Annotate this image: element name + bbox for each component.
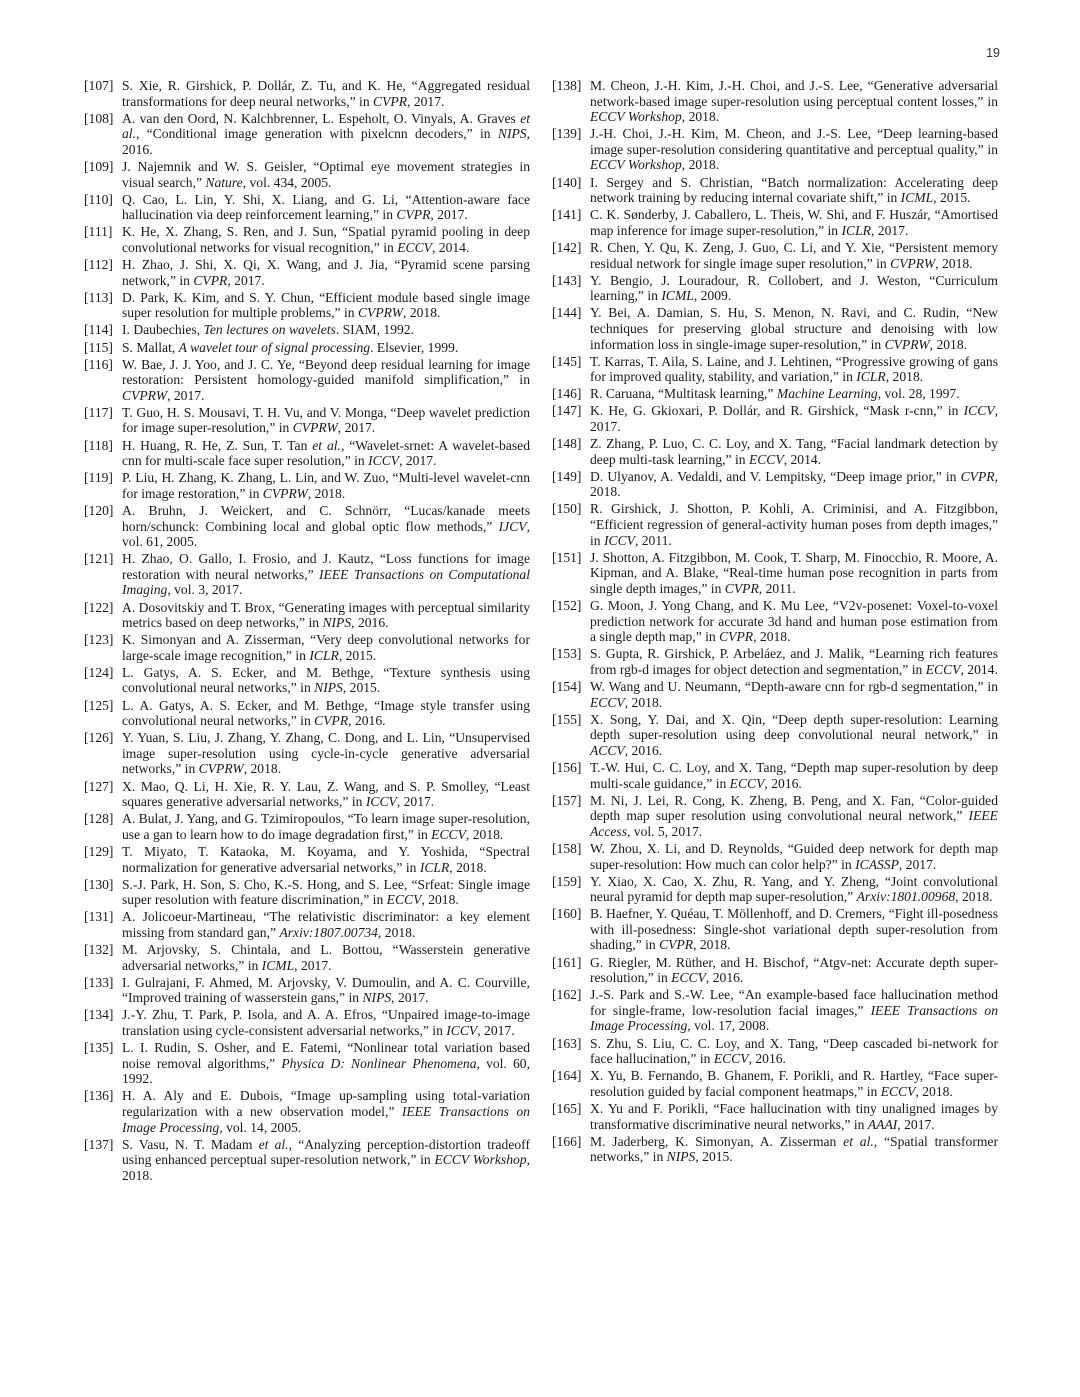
- reference-entry: [552, 906, 998, 953]
- reference-text: W. Wang and U. Neumann, “Depth-aware cnn for rgb-d segmentation,” in ECCV, 2018.: [590, 678, 998, 710]
- reference-text: H. Huang, R. He, Z. Sun, T. Tan et al., “Wavelet-srnet: A wavelet-based cnn for multi-scale face super resolution,” in ICCV, 2017.: [122, 437, 530, 469]
- reference-number: [153]: [552, 646, 582, 662]
- reference-text: L. I. Rudin, S. Osher, and E. Fatemi, “Nonlinear total variation based noise removal algorithms,” Physica D: Nonlinear Phenomena, vol. 60, 1992.: [122, 1040, 530, 1087]
- reference-text: W. Bae, J. J. Yoo, and J. C. Ye, “Beyond deep residual learning for image restoration: Persistent homology-guided manifold simplification,” in CVPRW, 2017.: [122, 356, 530, 403]
- reference-number: [134]: [84, 1007, 114, 1023]
- reference-entry: [84, 290, 530, 321]
- reference-entry: [84, 975, 530, 1006]
- reference-text: A. Bulat, J. Yang, and G. Tzimiropoulos, “To learn image super-resolution, use a gan to learn how to do image degradation first,” in ECCV, 2018.: [122, 811, 530, 842]
- reference-entry: [552, 240, 998, 271]
- reference-number: [123]: [84, 632, 114, 648]
- reference-text: I. Sergey and S. Christian, “Batch normalization: Accelerating deep network training by reducing internal covariate shift,” in ICML, 2015.: [590, 174, 998, 206]
- reference-entry: [84, 909, 530, 940]
- reference-entry: [552, 305, 998, 352]
- reference-entry: [84, 942, 530, 973]
- reference-text: A. Jolicoeur-Martineau, “The relativistic discriminator: a key element missing from standard gan,” Arxiv:1807.00734, 2018.: [122, 909, 530, 940]
- reference-entry: [84, 1007, 530, 1038]
- reference-number: [157]: [552, 792, 582, 808]
- reference-number: [151]: [552, 549, 582, 565]
- reference-number: [133]: [84, 974, 114, 990]
- reference-entry: [84, 811, 530, 842]
- reference-entry: [84, 730, 530, 777]
- reference-text: A. Dosovitskiy and T. Brox, “Generating images with perceptual similarity metrics based on deep networks,” in NIPS, 2016.: [122, 599, 530, 631]
- reference-text: J. Shotton, A. Fitzgibbon, M. Cook, T. Sharp, M. Finocchio, R. Moore, A. Kipman, and A. Blake, “Real-time human pose recognition in parts from single depth images,” in CVPR, 2011.: [590, 549, 998, 596]
- reference-number: [127]: [84, 778, 114, 794]
- reference-entry: [84, 224, 530, 255]
- reference-number: [165]: [552, 1100, 582, 1116]
- reference-entry: [84, 551, 530, 598]
- reference-entry: [552, 712, 998, 759]
- reference-entry: [552, 469, 998, 500]
- reference-entry: [552, 126, 998, 173]
- reference-text: J. Najemnik and W. S. Geisler, “Optimal eye movement strategies in visual search,” Nature, vol. 434, 2005.: [122, 158, 530, 190]
- reference-number: [163]: [552, 1035, 582, 1051]
- reference-text: A. Bruhn, J. Weickert, and C. Schnörr, “Lucas/kanade meets horn/schunck: Combining local and global optic flow methods,” IJCV, vol. 61, 2005.: [122, 502, 530, 550]
- reference-text: L. Gatys, A. S. Ecker, and M. Bethge, “Texture synthesis using convolutional neural networks,” in NIPS, 2015.: [122, 664, 530, 696]
- reference-number: [144]: [552, 305, 582, 321]
- reference-number: [109]: [84, 158, 114, 174]
- reference-number: [108]: [84, 110, 114, 126]
- reference-text: X. Yu, B. Fernando, B. Ghanem, F. Porikli, and R. Hartley, “Face super-resolution guided by facial component heatmaps,” in ECCV, 2018.: [590, 1068, 998, 1099]
- reference-text: Y. Bei, A. Damian, S. Hu, S. Menon, N. Ravi, and C. Rudin, “New techniques for preserving global structure and denoising with low information loss in single-image super-resolution,” in CVPRW, 2018.: [590, 305, 998, 352]
- reference-number: [124]: [84, 664, 114, 680]
- reference-text: K. He, G. Gkioxari, P. Dollár, and R. Girshick, “Mask r-cnn,” in ICCV, 2017.: [590, 403, 998, 434]
- reference-text: M. Cheon, J.-H. Kim, J.-H. Choi, and J.-S. Lee, “Generative adversarial network-based image super-resolution using perceptual content losses,” in ECCV Workshop, 2018.: [590, 78, 998, 125]
- reference-number: [114]: [84, 322, 113, 338]
- reference-number: [129]: [84, 843, 114, 859]
- reference-text: S. Gupta, R. Girshick, P. Arbeláez, and J. Malik, “Learning rich features from rgb-d images for object detection and segmentation,” in ECCV, 2014.: [590, 646, 998, 677]
- reference-number: [155]: [552, 711, 582, 727]
- reference-text: R. Caruana, “Multitask learning,” Machine Learning, vol. 28, 1997.: [590, 386, 960, 402]
- reference-text: A. van den Oord, N. Kalchbrenner, L. Espeholt, O. Vinyals, A. Graves et al., “Conditional image generation with pixelcnn decoders,” in NIPS, 2016.: [122, 110, 530, 157]
- reference-number: [119]: [84, 470, 113, 486]
- reference-entry: [552, 501, 998, 548]
- reference-text: T. Karras, T. Aila, S. Laine, and J. Lehtinen, “Progressive growing of gans for improved quality, stability, and variation,” in ICLR, 2018.: [590, 353, 998, 385]
- reference-number: [147]: [552, 403, 582, 419]
- reference-text: X. Song, Y. Dai, and X. Qin, “Deep depth super-resolution: Learning depth super-resolution using deep convolutional neural network,” in ACCV, 2016.: [590, 711, 998, 758]
- reference-text: P. Liu, H. Zhang, K. Zhang, L. Lin, and W. Zuo, “Multi-level wavelet-cnn for image restoration,” in CVPRW, 2018.: [122, 470, 530, 501]
- reference-text: G. Riegler, M. Rüther, and H. Bischof, “Atgv-net: Accurate depth super-resolution,” in ECCV, 2016.: [590, 954, 998, 986]
- reference-number: [115]: [84, 339, 113, 355]
- reference-entry: [84, 357, 530, 404]
- reference-text: J.-Y. Zhu, T. Park, P. Isola, and A. A. Efros, “Unpaired image-to-image translation using cycle-consistent adversarial networks,” in ICCV, 2017.: [122, 1007, 530, 1038]
- reference-entry: [84, 405, 530, 436]
- references-column-left: [84, 78, 530, 1185]
- reference-text: R. Chen, Y. Qu, K. Zeng, J. Guo, C. Li, and Y. Xie, “Persistent memory residual network for single image super resolution,” in CVPRW, 2018.: [590, 239, 998, 271]
- reference-number: [152]: [552, 598, 582, 613]
- reference-entry: [552, 955, 998, 986]
- reference-entry: [84, 340, 530, 356]
- reference-text: X. Mao, Q. Li, H. Xie, R. Y. Lau, Z. Wang, and S. P. Smolley, “Least squares generative adversarial networks,” in ICCV, 2017.: [122, 778, 530, 810]
- reference-number: [158]: [552, 840, 582, 856]
- reference-number: [140]: [552, 174, 582, 190]
- reference-entry: [552, 1134, 998, 1165]
- reference-number: [146]: [552, 386, 582, 402]
- reference-text: T. Miyato, T. Kataoka, M. Koyama, and Y. Yoshida, “Spectral normalization for generative adversarial networks,” in ICLR, 2018.: [122, 843, 530, 875]
- reference-entry: [552, 273, 998, 304]
- reference-entry: [552, 175, 998, 206]
- reference-number: [121]: [84, 551, 114, 567]
- reference-entry: [552, 436, 998, 467]
- reference-number: [131]: [84, 909, 114, 925]
- reference-entry: [552, 207, 998, 238]
- reference-entry: [84, 78, 530, 109]
- reference-text: K. He, X. Zhang, S. Ren, and J. Sun, “Spatial pyramid pooling in deep convolutional networks for visual recognition,” in ECCV, 2014.: [122, 224, 530, 255]
- reference-text: T. Guo, H. S. Mousavi, T. H. Vu, and V. Monga, “Deep wavelet prediction for image super-resolution,” in CVPRW, 2017.: [122, 404, 530, 436]
- reference-text: S. Mallat, A wavelet tour of signal processing. Elsevier, 1999.: [122, 339, 459, 355]
- reference-text: W. Zhou, X. Li, and D. Reynolds, “Guided deep network for depth map super-resolution: How much can color help?” in ICASSP, 2017.: [590, 840, 998, 872]
- reference-text: K. Simonyan and A. Zisserman, “Very deep convolutional networks for large-scale image recognition,” in ICLR, 2015.: [122, 632, 530, 663]
- reference-number: [162]: [552, 987, 582, 1003]
- reference-text: T.-W. Hui, C. C. Loy, and X. Tang, “Depth map super-resolution by deep multi-scale guidance,” in ECCV, 2016.: [590, 759, 998, 791]
- reference-number: [150]: [552, 501, 582, 517]
- reference-entry: [84, 322, 530, 338]
- reference-number: [160]: [552, 906, 582, 922]
- reference-text: I. Gulrajani, F. Ahmed, M. Arjovsky, V. Dumoulin, and A. C. Courville, “Improved training of wasserstein gans,” in NIPS, 2017.: [122, 974, 530, 1006]
- reference-text: S. Xie, R. Girshick, P. Dollár, Z. Tu, and K. He, “Aggregated residual transformations for deep neural networks,” in CVPR, 2017.: [122, 78, 530, 109]
- reference-text: M. Ni, J. Lei, R. Cong, K. Zheng, B. Peng, and X. Fan, “Color-guided depth map super resolution using convolutional neural network,” IEEE Access, vol. 5, 2017.: [590, 792, 998, 839]
- reference-text: J.-H. Choi, J.-H. Kim, M. Cheon, and J.-S. Lee, “Deep learning-based image super-resolution considering quantitative and perceptual quality,” in ECCV Workshop, 2018.: [590, 126, 998, 173]
- reference-entry: [84, 470, 530, 501]
- reference-entry: [552, 78, 998, 125]
- reference-text: Z. Zhang, P. Luo, C. C. Loy, and X. Tang, “Facial landmark detection by deep multi-task learning,” in ECCV, 2014.: [590, 436, 998, 467]
- reference-number: [135]: [84, 1040, 114, 1056]
- reference-number: [164]: [552, 1068, 582, 1084]
- reference-text: H. Zhao, O. Gallo, I. Frosio, and J. Kautz, “Loss functions for image restoration with neural networks,” IEEE Transactions on Computational Imaging, vol. 3, 2017.: [122, 551, 530, 598]
- reference-entry: [552, 874, 998, 905]
- reference-text: Y. Bengio, J. Louradour, R. Collobert, and J. Weston, “Curriculum learning,” in ICML, 2009.: [590, 272, 998, 304]
- reference-number: [141]: [552, 207, 582, 223]
- reference-number: [159]: [552, 873, 582, 889]
- reference-entry: [84, 438, 530, 469]
- reference-text: D. Park, K. Kim, and S. Y. Chun, “Efficient module based single image super resolution for multiple problems,” in CVPRW, 2018.: [122, 289, 530, 321]
- reference-entry: [84, 1088, 530, 1135]
- reference-text: Y. Yuan, S. Liu, J. Zhang, Y. Zhang, C. Dong, and L. Lin, “Unsupervised image super-resolution using cycle-in-cycle generative adversarial networks,” in CVPRW, 2018.: [122, 730, 530, 777]
- reference-number: [130]: [84, 876, 114, 892]
- reference-entry: [552, 646, 998, 677]
- reference-number: [110]: [84, 191, 113, 207]
- reference-number: [126]: [84, 730, 114, 746]
- reference-number: [137]: [84, 1136, 114, 1152]
- reference-number: [132]: [84, 941, 114, 957]
- reference-entry: [552, 354, 998, 385]
- reference-number: [113]: [84, 289, 113, 305]
- reference-text: M. Arjovsky, S. Chintala, and L. Bottou, “Wasserstein generative adversarial networks,” in ICML, 2017.: [122, 941, 530, 973]
- reference-number: [107]: [84, 78, 114, 93]
- reference-number: [112]: [84, 257, 113, 273]
- reference-number: [154]: [552, 678, 582, 694]
- reference-entry: [84, 257, 530, 288]
- reference-number: [111]: [84, 224, 113, 240]
- reference-text: S. Vasu, N. T. Madam et al., “Analyzing perception-distortion tradeoff using enhanced perceptual super-resolution network,” in ECCV Workshop, 2018.: [122, 1136, 530, 1183]
- reference-text: S.-J. Park, H. Son, S. Cho, K.-S. Hong, and S. Lee, “Srfeat: Single image super resolution with feature discrimination,” in ECCV, 2018.: [122, 876, 530, 908]
- page-number: 19: [986, 46, 1000, 60]
- reference-number: [156]: [552, 759, 582, 775]
- reference-number: [143]: [552, 272, 582, 288]
- reference-entry: [84, 844, 530, 875]
- reference-text: S. Zhu, S. Liu, C. C. Loy, and X. Tang, “Deep cascaded bi-network for face hallucination,” in ECCV, 2016.: [590, 1035, 998, 1067]
- reference-text: X. Yu and F. Porikli, “Face hallucination with tiny unaligned images by transformative discriminative neural networks,” in AAAI, 2017.: [590, 1100, 998, 1132]
- reference-number: [118]: [84, 437, 113, 453]
- reference-text: R. Girshick, J. Shotton, P. Kohli, A. Criminisi, and A. Fitzgibbon, “Efficient regression of general-activity human poses from depth images,” in ICCV, 2011.: [590, 501, 998, 548]
- reference-number: [145]: [552, 353, 582, 369]
- reference-entry: [552, 550, 998, 597]
- reference-number: [139]: [552, 126, 582, 142]
- reference-entry: [552, 841, 998, 872]
- reference-text: Q. Cao, L. Lin, Y. Shi, X. Liang, and G. Li, “Attention-aware face hallucination via deep reinforcement learning,” in CVPR, 2017.: [122, 191, 530, 223]
- reference-text: I. Daubechies, Ten lectures on wavelets. SIAM, 1992.: [122, 322, 414, 338]
- reference-entry: [84, 503, 530, 550]
- reference-entry: [84, 192, 530, 223]
- reference-number: [117]: [84, 404, 113, 420]
- reference-text: Y. Xiao, X. Cao, X. Zhu, R. Yang, and Y. Zheng, “Joint convolutional neural pyramid for depth map super-resolution,” Arxiv:1801.00968, 2018.: [590, 873, 998, 905]
- reference-entry: [84, 877, 530, 908]
- reference-text: L. A. Gatys, A. S. Ecker, and M. Bethge, “Image style transfer using convolutional neural networks,” in CVPR, 2016.: [122, 697, 530, 729]
- reference-entry: [552, 1068, 998, 1099]
- reference-entry: [552, 1101, 998, 1132]
- reference-entry: [552, 793, 998, 840]
- reference-number: [116]: [84, 356, 113, 372]
- reference-entry: [84, 159, 530, 190]
- reference-entry: [84, 1137, 530, 1184]
- reference-entry: [552, 598, 998, 645]
- reference-number: [149]: [552, 468, 582, 484]
- reference-text: H. Zhao, J. Shi, X. Qi, X. Wang, and J. Jia, “Pyramid scene parsing network,” in CVPR, 2017.: [122, 257, 530, 288]
- reference-text: J.-S. Park and S.-W. Lee, “An example-based face hallucination method for single-frame, low-resolution facial images,” IEEE Transactions on Image Processing, vol. 17, 2008.: [590, 987, 998, 1034]
- reference-entry: [552, 1036, 998, 1067]
- references-column-right: [552, 78, 998, 1166]
- reference-entry: [84, 698, 530, 729]
- reference-number: [148]: [552, 436, 582, 452]
- reference-text: B. Haefner, Y. Quéau, T. Möllenhoff, and D. Cremers, “Fight ill-posedness with ill-posedness: Single-shot variational depth super-resolution from shading,” in CVPR, 2018.: [590, 906, 998, 953]
- reference-text: C. K. Sønderby, J. Caballero, L. Theis, W. Shi, and F. Huszár, “Amortised map inference for image super-resolution,” in ICLR, 2017.: [590, 207, 998, 238]
- reference-entry: [84, 600, 530, 631]
- reference-number: [125]: [84, 697, 114, 713]
- reference-number: [128]: [84, 811, 114, 827]
- reference-text: G. Moon, J. Yong Chang, and K. Mu Lee, “V2v-posenet: Voxel-to-voxel prediction network for accurate 3d hand and human pose estimation from a single depth map,” in CVPR, 2018.: [590, 598, 998, 645]
- reference-entry: [552, 679, 998, 710]
- reference-entry: [552, 987, 998, 1034]
- reference-text: M. Jaderberg, K. Simonyan, A. Zisserman et al., “Spatial transformer networks,” in NIPS, 2015.: [590, 1133, 998, 1165]
- reference-text: D. Ulyanov, A. Vedaldi, and V. Lempitsky, “Deep image prior,” in CVPR, 2018.: [590, 468, 998, 500]
- reference-number: [136]: [84, 1088, 114, 1104]
- reference-entry: [84, 779, 530, 810]
- reference-text: H. A. Aly and E. Dubois, “Image up-sampling using total-variation regularization with a new observation model,” IEEE Transactions on Image Processing, vol. 14, 2005.: [122, 1088, 530, 1135]
- reference-entry: [84, 632, 530, 663]
- reference-entry: [84, 665, 530, 696]
- reference-entry: [552, 760, 998, 791]
- reference-number: [122]: [84, 599, 114, 615]
- reference-number: [120]: [84, 502, 114, 518]
- reference-entry: [84, 111, 530, 158]
- reference-entry: [552, 403, 998, 434]
- reference-number: [166]: [552, 1133, 582, 1149]
- reference-entry: [84, 1040, 530, 1087]
- reference-number: [142]: [552, 239, 582, 255]
- reference-number: [138]: [552, 78, 582, 93]
- reference-entry: [552, 386, 998, 402]
- reference-number: [161]: [552, 954, 582, 970]
